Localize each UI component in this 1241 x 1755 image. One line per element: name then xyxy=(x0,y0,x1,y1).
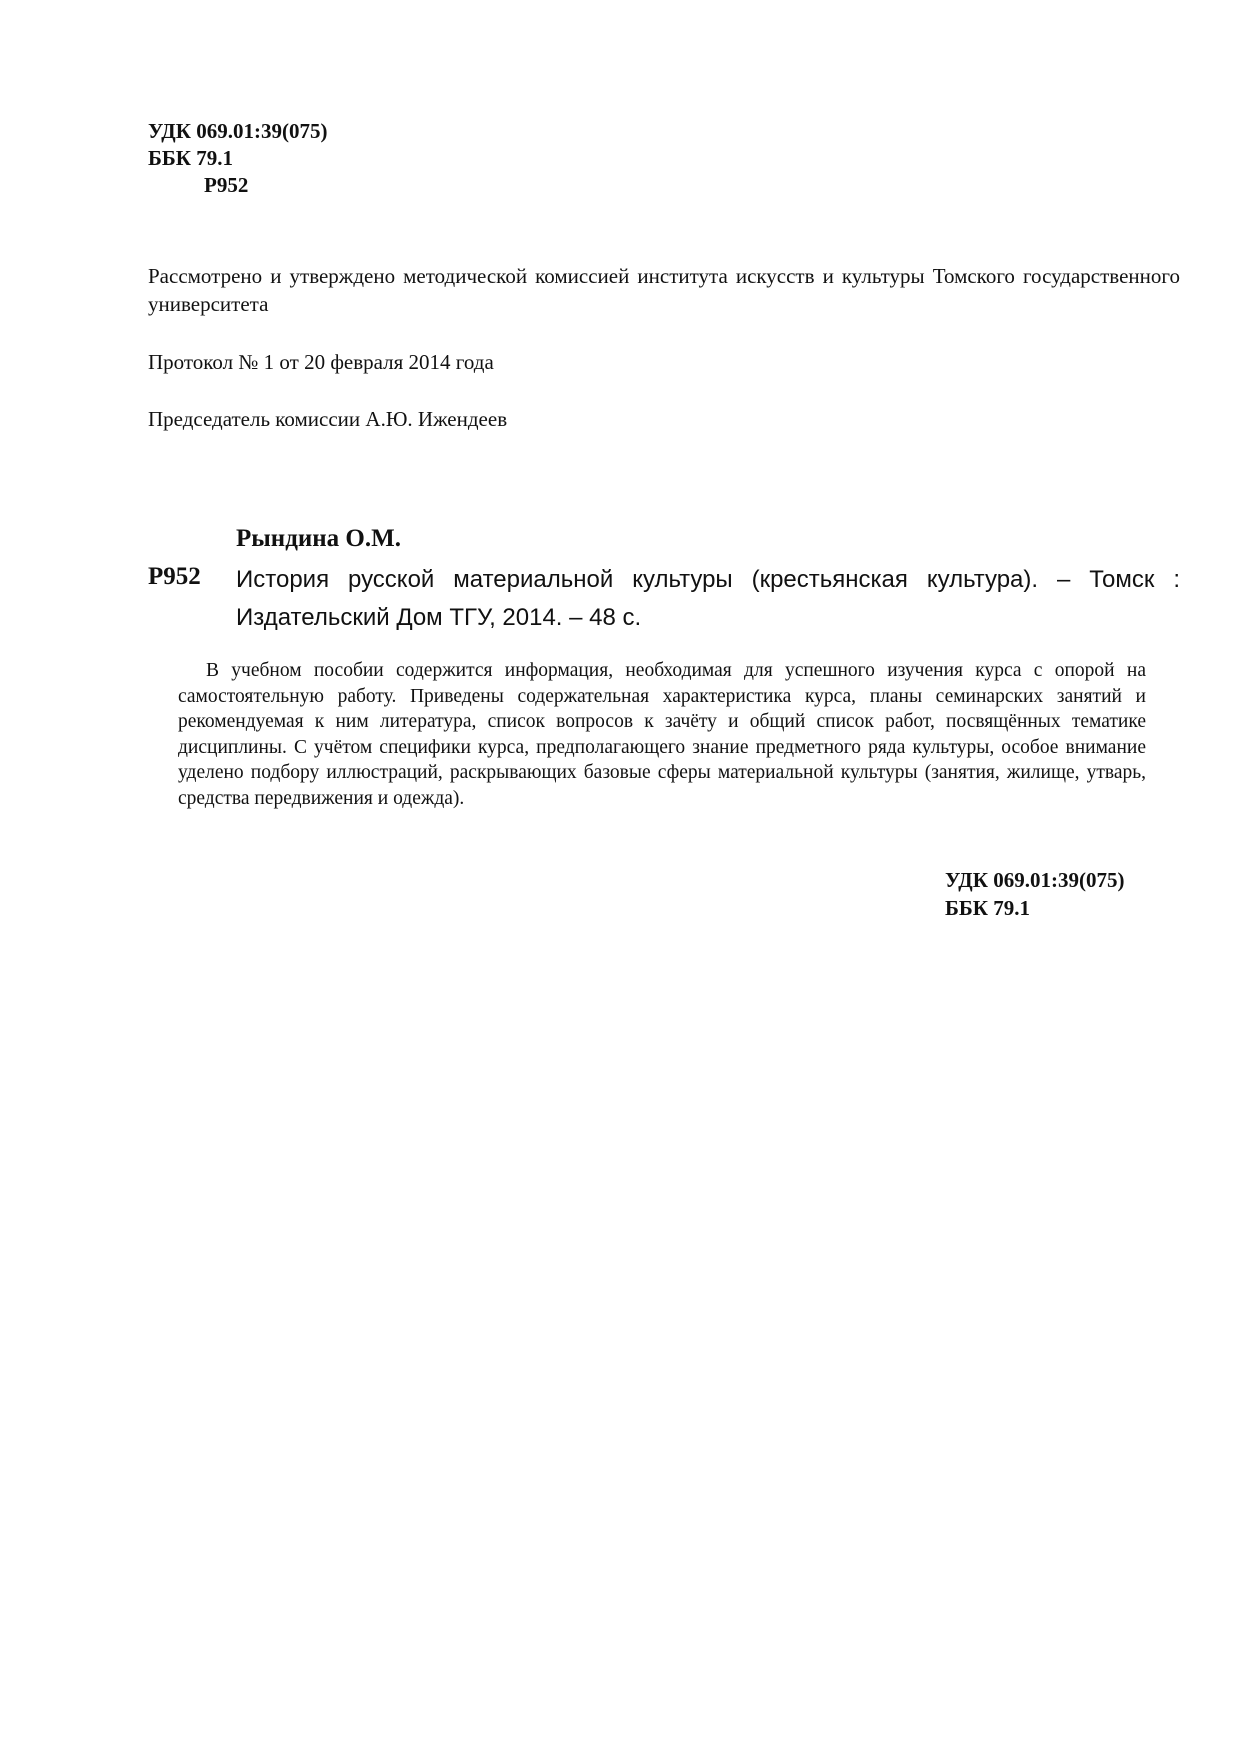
classification-codes-header xyxy=(148,118,327,199)
book-title: История русской материальной культуры (крестьянская культура). – Томск : Издательский Дом ТГУ, 2014. – 48 с. xyxy=(236,566,1180,631)
udk-code-footer: УДК 069.01:39(075) xyxy=(945,868,1125,892)
bbk-code-footer: ББК 79.1 xyxy=(945,896,1030,920)
chairman-line: Председатель комиссии А.Ю. Ижендеев xyxy=(148,407,508,431)
udk-code: УДК 069.01:39(075) xyxy=(148,119,328,143)
abstract-paragraph: В учебном пособии содержится информация, необходимая для успешного изучения курса с опорой на самостоятельную работу. Приведены содержательная характеристика курса, планы семинарских занятий и рекомендуемая к ним литература, список вопросов к зачёту и общий список работ, посвящённых тематике дисциплины. С учётом специфики курса, предполагающего знание предметного ряда культуры, особое внимание уделено подбору иллюстраций, раскрывающих базовые сферы материальной культуры (занятия, жилище, утварь, средства передвижения и одежда). xyxy=(178,660,1146,809)
classification-codes-footer xyxy=(945,866,1124,922)
library-code: Р952 xyxy=(148,563,201,590)
bbk-code: ББК 79.1 xyxy=(148,146,233,170)
author-sign: Р952 xyxy=(204,173,249,197)
book-author: Рындина О.М. xyxy=(236,525,401,552)
protocol-line: Протокол № 1 от 20 февраля 2014 года xyxy=(148,350,494,374)
approval-statement: Рассмотрено и утверждено методической комиссией института искусств и культуры Томского государственного университета xyxy=(148,264,1180,316)
